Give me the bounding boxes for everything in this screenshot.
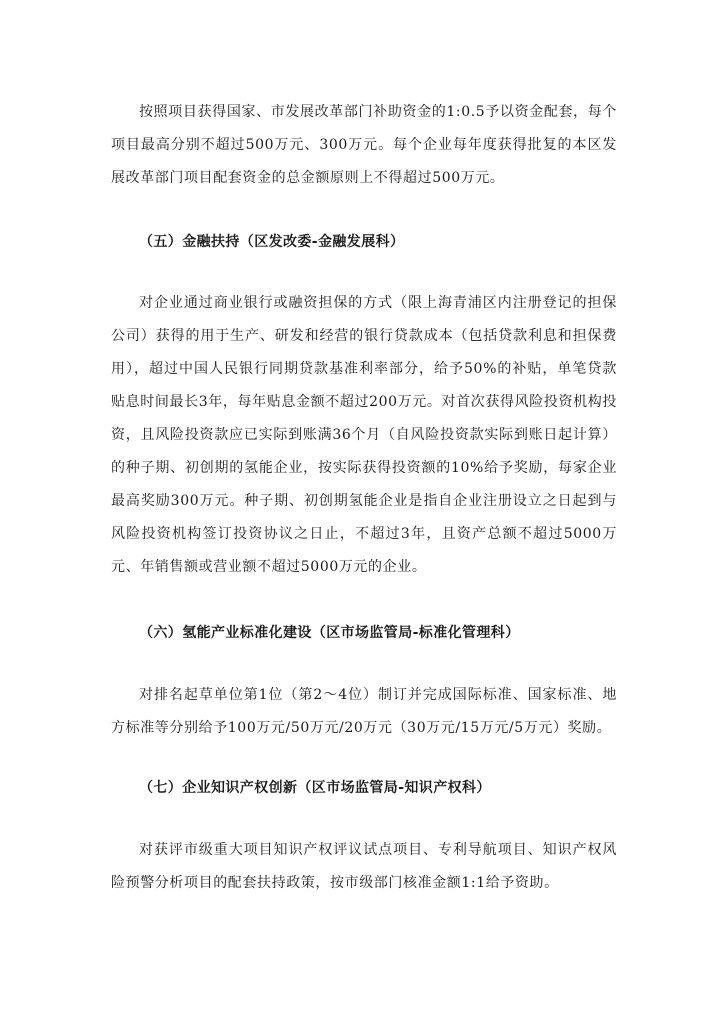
section-heading-intellectual-property: （七）企业知识产权创新（区市场监管局-知识产权科）: [139, 780, 491, 796]
paragraph-standardization: 对排名起草单位第1位（第2～4位）制订并完成国际标准、国家标准、地方标准等分别给予100万元/50万元/20万元（30万元/15万元/5万元）奖励。: [111, 687, 617, 736]
paragraph-project-matching-funds: 按照项目获得国家、市发展改革部门补助资金的1:0.5予以资金配套，每个项目最高分别不超过500万元、300万元。每个企业每年度获得批复的本区发展改革部门项目配套资金的总金额原则上不得超过500万元。: [111, 104, 617, 186]
paragraph-financial-support: 对企业通过商业银行或融资担保的方式（限上海青浦区内注册登记的担保公司）获得的用于生产、研发和经营的银行贷款成本（包括贷款利息和担保费用），超过中国人民银行同期贷款基准利率部分，给予50%的补贴，单笔贷款贴息时间最长3年，每年贴息金额不超过200万元。对首次获得风险投资机构投资，且风险投资款应已实际到账满36个月（自风险投资款实际到账日起计算）的种子期、初创期的氢能企业，按实际获得投资额的10%给予奖励，每家企业最高奖励300万元。种子期、初创期氢能企业是指自企业注册设立之日起到与风险投资机构签订投资协议之日止，不超过3年，且资产总额不超过5000万元、年销售额或营业额不超过5000万元的企业。: [111, 295, 617, 575]
paragraph-intellectual-property: 对获评市级重大项目知识产权评议试点项目、专利导航项目、知识产权风险预警分析项目的配套扶持政策，按市级部门核准金额1:1给予资助。: [111, 842, 617, 891]
section-heading-standardization: （六）氢能产业标准化建设（区市场监管局-标准化管理科）: [139, 625, 520, 641]
section-heading-financial-support: （五）金融扶持（区发改委-金融发展科）: [139, 234, 405, 250]
